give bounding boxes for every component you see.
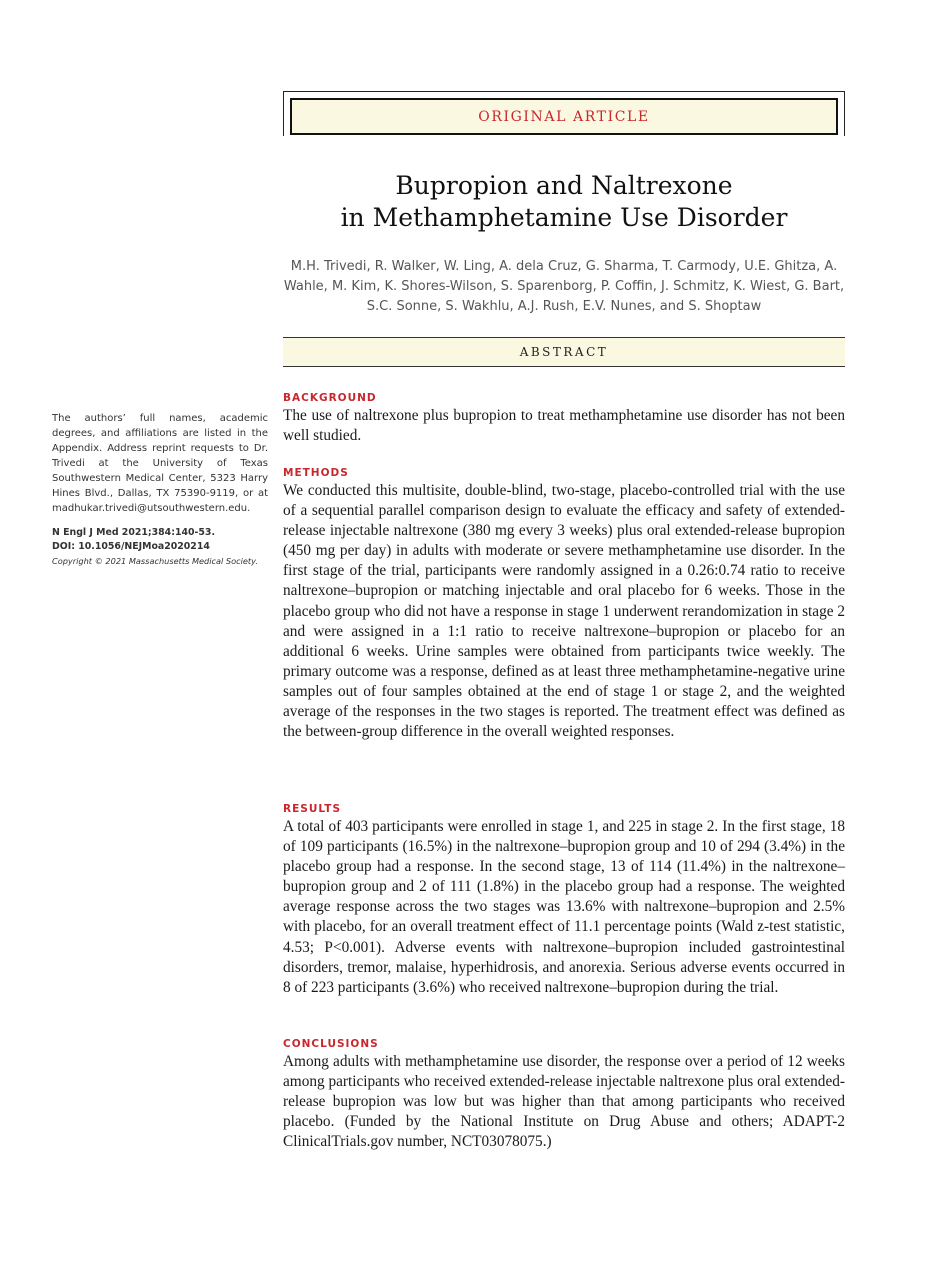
background-text: The use of naltrexone plus bupropion to treat methamphetamine use disorder has not been well studied. [283,407,845,445]
conclusions-section [283,1038,845,1152]
journal-citation: N Engl J Med 2021;384:140-53. [52,527,216,538]
article-type-banner [283,91,845,136]
abstract-header [283,337,845,367]
sidebar-notes [52,411,268,568]
conclusions-heading: CONCLUSIONS [283,1038,379,1050]
article-title [283,170,845,234]
article-type-box [290,98,838,135]
methods-section [283,467,845,742]
author-list: M.H. Trivedi, R. Walker, W. Ling, A. dela Cruz, G. Sharma, T. Carmody, U.E. Ghitza, A. Wahle, M. Kim, K. Shores-Wilson, S. Sparenborg, P. Coffin, J. Schmitz, K. Wiest, G. Bart, S.C. Sonne, S. Wakhlu, A.J. Rush, E.V. Nunes, and S. Shoptaw [283,259,845,314]
results-text: A total of 403 participants were enrolled in stage 1, and 225 in stage 2. In the first stage, 18 of 109 participants (16.5%) in the naltrexone–bupropion group and 10 of 294 (3.4%) in the placebo group had a response. In the second stage, 13 of 114 (11.4%) in the naltrexone–bupropion group and 2 of 111 (1.8%) in the placebo group had a response. The weighted average response across the two stages was 13.6% with naltrexone–bupropion and 2.5% with placebo, for an overall treatment effect of 11.1 percentage points (Wald z-test statistic, 4.53; P<0.001). Adverse events with naltrexone–bupropion included gastrointestinal disorders, tremor, malaise, hyperhidrosis, and anorexia. Serious adverse events occurred in 8 of 223 participants (3.6%) who received naltrexone–bupropion during the trial. [283,818,845,996]
title-line-2: in Methamphetamine Use Disorder [340,203,788,232]
methods-heading: METHODS [283,467,349,479]
results-heading: RESULTS [283,803,342,815]
background-section [283,392,845,446]
conclusions-text: Among adults with methamphetamine use disorder, the response over a period of 12 weeks among participants who received extended-release injectable naltrexone plus oral extended-release bupropion was low but was higher than that among participants who received placebo. (Funded by the National Institute on Drug Abuse and others; ADAPT-2 ClinicalTrials.gov number, NCT03078075.) [283,1053,845,1151]
article-type-label: ORIGINAL ARTICLE [478,108,650,125]
copyright-notice: Copyright © 2021 Massachusetts Medical Society. [52,556,258,566]
results-section [283,803,845,998]
background-heading: BACKGROUND [283,392,377,404]
citation-block [52,526,268,554]
doi: DOI: 10.1056/NEJMoa2020214 [52,541,210,552]
abstract-label: ABSTRACT [519,345,609,359]
methods-text: We conducted this multisite, double-blind, two-stage, placebo-controlled trial with the use of a sequential parallel comparison design to evaluate the efficacy and safety of extended-release injectable naltrexone (380 mg every 3 weeks) plus oral extended-release bupropion (450 mg per day) in adults with moderate or severe methamphetamine use disorder. In the first stage of the trial, participants were randomly assigned in a 0.26:0.74 ratio to receive naltrexone–bupropion or matching injectable and oral placebo for 6 weeks. Those in the placebo group who did not have a response in stage 1 underwent rerandomization in stage 2 and were assigned in a 1:1 ratio to receive naltrexone–bupropion or placebo for an additional 6 weeks. Urine samples were obtained from participants twice weekly. The primary outcome was a response, defined as at least three methamphetamine-negative urine samples out of four samples obtained at the end of stage 1 or stage 2, and the weighted average of the responses in the two stages is reported. The treatment effect was defined as the between-group difference in the overall weighted responses. [283,482,845,741]
affiliation-note: The authors’ full names, academic degrees, and affiliations are listed in the Appendix. Address reprint requests to Dr. Trivedi at the University of Texas Southwestern Medical Center, 5323 Harry Hines Blvd., Dallas, TX 75390-9119, or at madhukar.trivedi@utsouthwestern.edu. [52,413,268,514]
title-line-1: Bupropion and Naltrexone [395,171,733,200]
